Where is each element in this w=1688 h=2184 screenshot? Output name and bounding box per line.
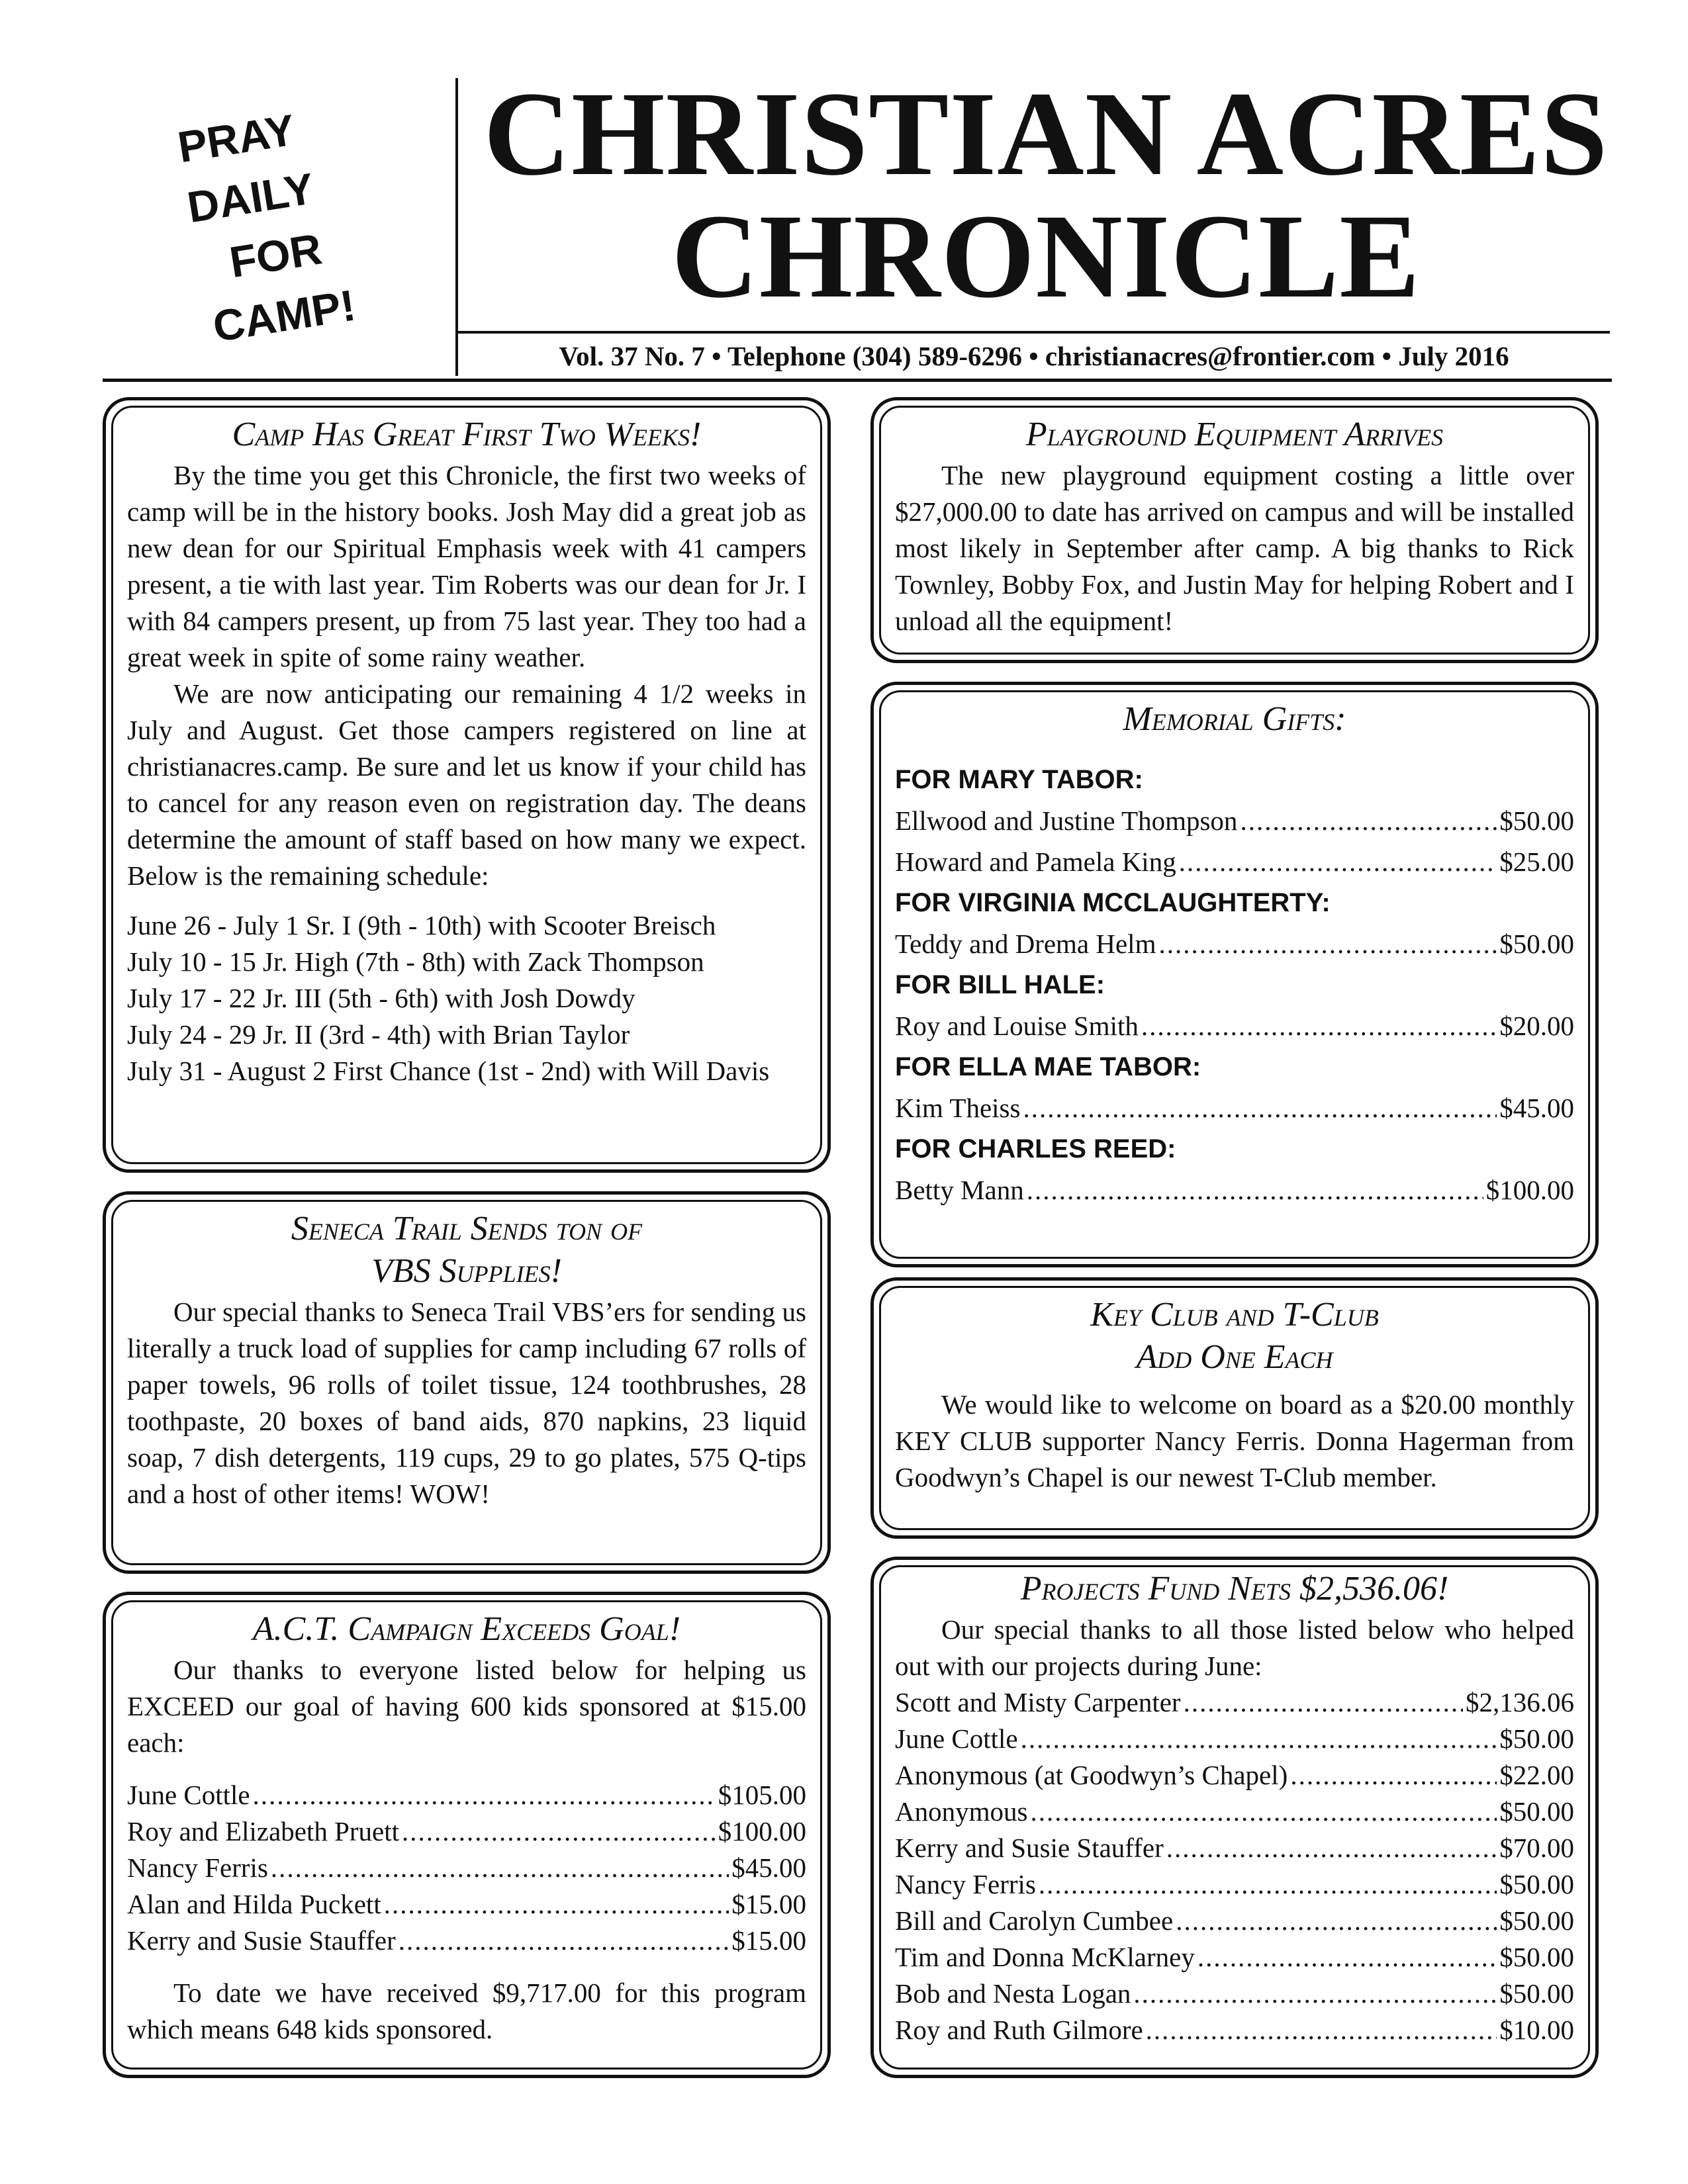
- donor-amount: $70.00: [1499, 1833, 1574, 1863]
- article-paragraph: To date we have received $9,717.00 for this program which means 648 kids sponsored.: [127, 1978, 806, 2044]
- issue-info-line: Vol. 37 No. 7 • Telephone (304) 589-6296 • christianacres@frontier.com • July 2016: [458, 331, 1610, 377]
- donor-row: [895, 1866, 1574, 1903]
- donor-amount: $50.00: [1499, 1978, 1574, 2009]
- donor-amount: $50.00: [1499, 1905, 1574, 1936]
- donor-amount: $50.00: [1499, 1869, 1574, 1899]
- donor-amount: $100.00: [718, 1816, 806, 1846]
- header-horizontal-divider: [103, 379, 1612, 382]
- article-title: Playground Equipment Arrives: [1025, 416, 1444, 453]
- donor-amount: $15.00: [731, 1889, 806, 1919]
- donor-row: [895, 1757, 1574, 1794]
- schedule-item: July 31 - August 2 First Chance (1st - 2nd) with Will Davis: [127, 1056, 770, 1086]
- donor-name: Kerry and Susie Stauffer: [127, 1925, 396, 1956]
- donor-row: [127, 1850, 806, 1886]
- stamp-line: DAILY: [184, 163, 318, 232]
- donor-amount: $50.00: [1499, 1942, 1574, 1972]
- donor-row: [895, 1684, 1574, 1721]
- article-title: A.C.T. Campaign Exceeds Goal!: [252, 1610, 681, 1648]
- donor-amount: $50.00: [1499, 1723, 1574, 1754]
- stamp-line: PRAY: [174, 105, 299, 172]
- gift-row: [895, 1005, 1574, 1046]
- donor-amount: $105.00: [718, 1780, 806, 1810]
- donor-amount: $15.00: [731, 1925, 806, 1956]
- gift-name: Teddy and Drema Helm: [895, 929, 1156, 959]
- donor-name: June Cottle: [127, 1780, 250, 1810]
- article-key-club: [870, 1277, 1599, 1539]
- article-playground-equipment: [870, 397, 1599, 663]
- camp-schedule: [127, 907, 806, 1089]
- donor-row: [895, 1794, 1574, 1830]
- donor-row: [895, 2012, 1574, 2048]
- memorial-heading: FOR VIRGINIA MCCLAUGHTERTY:: [895, 888, 1331, 917]
- article-title: Projects Fund Nets $2,536.06!: [1020, 1570, 1449, 1608]
- article-paragraph: We would like to welcome on board as a $20.00 monthly KEY CLUB supporter Nancy Ferris. Donna Hagerman from Goodwyn’s Chapel is our newest T-Club member.: [895, 1389, 1574, 1492]
- donor-name: Nancy Ferris: [895, 1869, 1036, 1899]
- gift-amount: $25.00: [1499, 846, 1574, 877]
- donor-amount: $50.00: [1499, 1796, 1574, 1827]
- article-paragraph: We are now anticipating our remaining 4 1/2 weeks in July and August. Get those campers registered on line at christianacres.camp. Be sure and let us know if your child has to cancel for any reason even on registration day. The deans determine the amount of staff based on how many we expect. Below is the remaining schedule:: [127, 678, 806, 891]
- gift-row: [895, 1087, 1574, 1128]
- gift-name: Kim Theiss: [895, 1093, 1021, 1123]
- donor-amount: $45.00: [731, 1852, 806, 1883]
- schedule-item: July 17 - 22 Jr. III (5th - 6th) with Josh Dowdy: [127, 983, 635, 1013]
- donor-name: Bob and Nesta Logan: [895, 1978, 1131, 2009]
- donor-row: [895, 1976, 1574, 2012]
- donor-row: [127, 1886, 806, 1923]
- article-memorial-gifts: [870, 682, 1599, 1267]
- stamp-line: FOR: [226, 224, 326, 287]
- masthead-title: [483, 68, 1609, 323]
- donor-name: Scott and Misty Carpenter: [895, 1687, 1181, 1717]
- donor-name: Roy and Ruth Gilmore: [895, 2015, 1143, 2045]
- donor-amount: $2,136.06: [1466, 1687, 1574, 1717]
- memorial-heading: FOR BILL HALE:: [895, 970, 1105, 999]
- article-paragraph: Our special thanks to Seneca Trail VBS’ers for sending us literally a truck load of supplies for camp including 67 rolls of paper towels, 96 rolls of toilet tissue, 124 toothbrushes, 28 toothpaste, 20 boxes of band aids, 870 napkins, 23 liquid soap, 7 dish detergents, 119 cups, 29 to go plates, 575 Q-tips and a host of other items! WOW!: [127, 1297, 806, 1509]
- gift-amount: $45.00: [1499, 1093, 1574, 1123]
- donor-name: Bill and Carolyn Cumbee: [895, 1905, 1174, 1936]
- article-paragraph: Our special thanks to all those listed below who helped out with our projects during June:: [895, 1614, 1574, 1681]
- donor-name: Nancy Ferris: [127, 1852, 268, 1883]
- schedule-item: June 26 - July 1 Sr. I (9th - 10th) with Scooter Breisch: [127, 910, 716, 940]
- gift-name: Betty Mann: [895, 1175, 1024, 1205]
- donor-row: [895, 1830, 1574, 1866]
- donor-row: [127, 1923, 806, 1959]
- donor-name: Kerry and Susie Stauffer: [895, 1833, 1164, 1863]
- gift-amount: $100.00: [1485, 1175, 1574, 1205]
- article-act-campaign: [103, 1592, 831, 2078]
- gift-row: [895, 1169, 1574, 1210]
- memorial-heading: FOR ELLA MAE TABOR:: [895, 1052, 1201, 1081]
- article-title: Camp Has Great First Two Weeks!: [232, 416, 702, 453]
- donor-row: [895, 1721, 1574, 1757]
- gift-amount: $20.00: [1499, 1011, 1574, 1041]
- donor-name: Anonymous (at Goodwyn’s Chapel): [895, 1760, 1288, 1790]
- pray-daily-stamp: [160, 82, 435, 368]
- donor-name: Tim and Donna McKlarney: [895, 1942, 1195, 1972]
- donor-row: [127, 1813, 806, 1850]
- gift-row: [895, 800, 1574, 841]
- donor-name: Anonymous: [895, 1796, 1028, 1827]
- masthead-line-2: CHRONICLE: [671, 190, 1421, 323]
- donor-name: Roy and Elizabeth Pruett: [127, 1816, 400, 1846]
- donor-amount: $10.00: [1499, 2015, 1574, 2045]
- donor-name: June Cottle: [895, 1723, 1018, 1754]
- memorial-heading: FOR CHARLES REED:: [895, 1134, 1176, 1163]
- article-projects-fund: [870, 1557, 1599, 2078]
- memorial-heading: FOR MARY TABOR:: [895, 765, 1143, 794]
- gift-amount: $50.00: [1499, 929, 1574, 959]
- donor-row: [127, 1777, 806, 1813]
- masthead-line-1: CHRISTIAN ACRES: [483, 68, 1609, 201]
- donor-amount: $22.00: [1499, 1760, 1574, 1790]
- article-paragraph: Our thanks to everyone listed below for helping us EXCEED our goal of having 600 kids sponsored at $15.00 each:: [127, 1655, 806, 1758]
- article-title-line-2: VBS Supplies!: [371, 1252, 562, 1290]
- gift-row: [895, 841, 1574, 882]
- donor-row: [895, 1903, 1574, 1939]
- gift-name: Howard and Pamela King: [895, 846, 1176, 877]
- article-title: Memorial Gifts:: [1123, 700, 1346, 738]
- gift-row: [895, 923, 1574, 964]
- article-camp-first-weeks: [103, 397, 831, 1173]
- article-title-line-2: Add One Each: [1136, 1338, 1333, 1376]
- article-seneca-trail: [103, 1191, 831, 1574]
- article-title-line-1: Key Club and T-Club: [1090, 1296, 1379, 1334]
- donor-row: [895, 1939, 1574, 1976]
- gift-amount: $50.00: [1499, 805, 1574, 836]
- schedule-item: July 10 - 15 Jr. High (7th - 8th) with Zack Thompson: [127, 946, 704, 977]
- gift-name: Roy and Louise Smith: [895, 1011, 1139, 1041]
- article-paragraph: The new playground equipment costing a little over $27,000.00 to date has arrived on campus and will be installed most likely in September after camp. A big thanks to Rick Townley, Bobby Fox, and Justin May for helping Robert and I unload all the equipment!: [895, 460, 1574, 636]
- article-title-line-1: Seneca Trail Sends ton of: [291, 1210, 643, 1248]
- donor-name: Alan and Hilda Puckett: [127, 1889, 381, 1919]
- stamp-line: CAMP!: [209, 280, 359, 351]
- article-paragraph: By the time you get this Chronicle, the first two weeks of camp will be in the history books. Josh May did a great job as new dean for our Spiritual Emphasis week with 41 campers present, a tie with last year. Tim Roberts was our dean for Jr. I with 84 campers present, up from 75 last year. They too had a great week in spite of some rainy weather.: [127, 460, 806, 672]
- schedule-item: July 24 - 29 Jr. II (3rd - 4th) with Brian Taylor: [127, 1019, 630, 1050]
- gift-name: Ellwood and Justine Thompson: [895, 805, 1238, 836]
